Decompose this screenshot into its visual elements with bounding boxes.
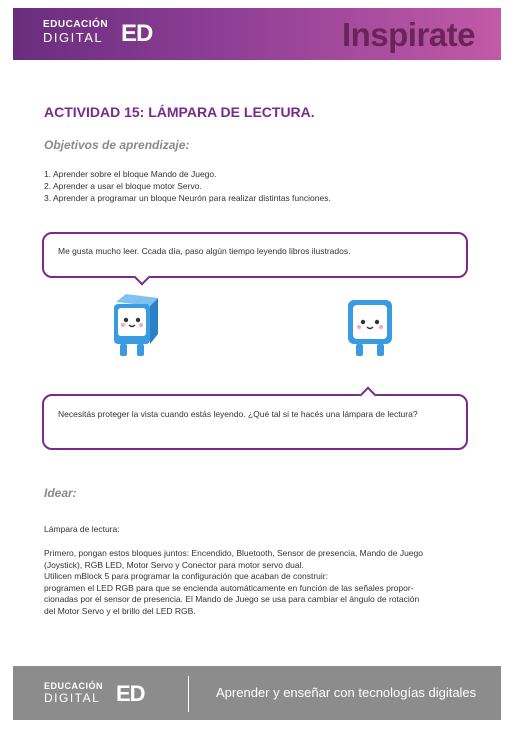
lamp-label: Lámpara de lectura: — [44, 524, 120, 534]
robot-right-icon — [342, 298, 398, 360]
ideate-paragraph — [44, 548, 423, 617]
brand-line1: EDUCACIÓN — [43, 19, 109, 30]
header-banner — [13, 8, 501, 60]
objectives-heading: Objetivos de aprendizaje: — [44, 138, 190, 152]
footer-brand-mark: ED — [116, 681, 145, 706]
objective-item: 3. Aprender a programar un bloque Neurón para realizar distintas funciones. — [44, 193, 331, 203]
objective-item: 1. Aprender sobre el bloque Mando de Juego. — [44, 169, 217, 179]
robot-left-icon — [104, 292, 162, 362]
footer-tagline: Aprender y enseñar con tecnologías digitales — [216, 685, 477, 700]
objectives-list — [44, 168, 331, 204]
paragraph-line: Primero, pongan estos bloques juntos: Encendido, Bluetooth, Sensor de presencia, Mando de Juego — [44, 548, 423, 558]
bubble2-text: Necesitás proteger la vista cuando estás leyendo. ¿Qué tal si te hacés una lámpara de lectura? — [58, 409, 418, 419]
bubble1-text: Me gusta mucho leer. Ccada día, paso algún tiempo leyendo libros ilustrados. — [58, 246, 351, 256]
footer-divider — [188, 676, 189, 712]
speech-bubble-2 — [42, 394, 468, 450]
objective-item: 2. Aprender a usar el bloque motor Servo. — [44, 181, 202, 191]
brand-logo — [43, 20, 108, 44]
footer-brand-line1: EDUCACIÓN — [44, 681, 104, 691]
paragraph-line: (Joystick), RGB LED, Motor Servo y Conector para motor servo dual. — [44, 559, 304, 570]
activity-title: ACTIVIDAD 15: LÁMPARA DE LECTURA. — [44, 104, 315, 120]
footer-brand-line2: DIGITAL — [44, 691, 101, 705]
footer-brand-logo — [44, 682, 103, 704]
paragraph-line: cionadas por el sensor de presencia. El Mando de Juego se usa para cambiar el ángulo de rotación — [44, 594, 420, 604]
ideate-heading: Idear: — [44, 486, 77, 500]
bubble2-tail — [360, 387, 377, 404]
inspirate-banner: Inspirate — [341, 16, 475, 53]
bubble1-tail — [134, 269, 151, 286]
brand-line2: DIGITAL — [43, 30, 104, 45]
footer-banner — [13, 666, 501, 720]
paragraph-line: del Motor Servo y el brillo del LED RGB. — [44, 605, 196, 616]
paragraph-line: programen el LED RGB para que se encienda automáticamente en función de las señales propor- — [44, 582, 414, 593]
paragraph-line: Utilicen mBlock 5 para programar la configuración que acaban de construir: — [44, 571, 328, 581]
speech-bubble-1 — [42, 232, 468, 278]
brand-mark: ED — [121, 20, 153, 47]
